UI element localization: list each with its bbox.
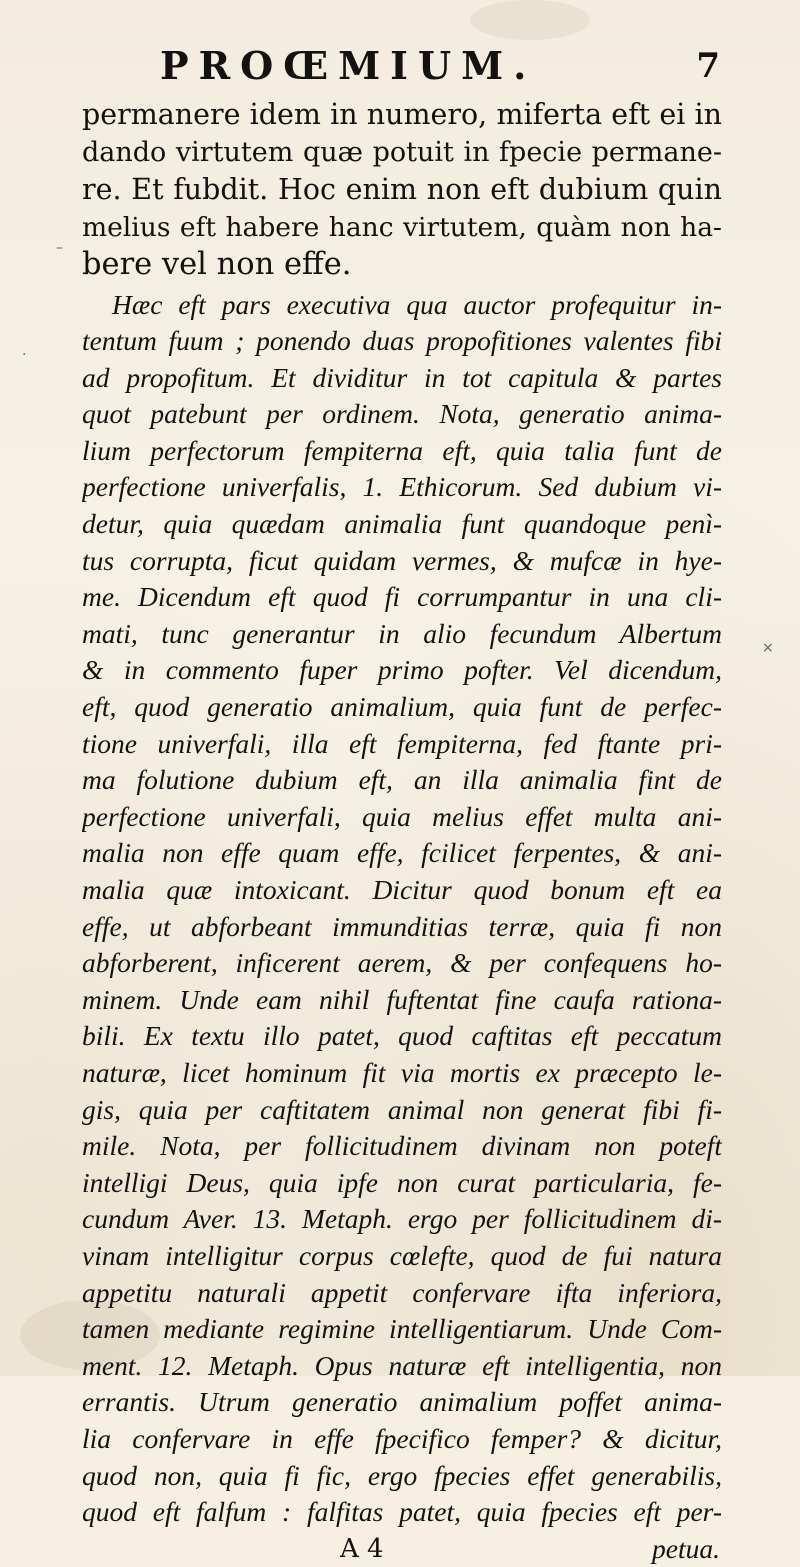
signature-line <box>82 1531 722 1567</box>
text-line: minem. Unde eam nihil fuftentat fine caufa rationa- <box>82 982 722 1019</box>
catchword: petua. <box>652 1531 722 1567</box>
text-line: tione univerfali, illa eft fempiterna, fed ftante pri- <box>82 726 722 763</box>
margin-mark: · <box>22 347 26 363</box>
text-line: dando virtutem quæ potuit in fpecie permane- <box>82 134 722 172</box>
text-line: effe, ut abforbeant immunditias terræ, quia fi non <box>82 909 722 946</box>
main-text <box>82 96 722 284</box>
text-line: me. Dicendum eft quod fi corrumpantur in una cli- <box>82 579 722 616</box>
text-line: Hæc eft pars executiva qua auctor profequitur in- <box>82 287 722 324</box>
text-line: ma folutione dubium eft, an illa animalia fint de <box>82 762 722 799</box>
text-line: bere vel non effe. <box>82 246 722 284</box>
margin-mark: × <box>762 640 774 656</box>
text-line: vinam intelligitur corpus cœlefte, quod de fui natura <box>82 1238 722 1275</box>
text-line: perfectione univerfalis, 1. Ethicorum. Sed dubium vi- <box>82 469 722 506</box>
text-line: lium perfectorum fempiterna eft, quia talia funt de <box>82 433 722 470</box>
text-line: malia quæ intoxicant. Dicitur quod bonum eft ea <box>82 872 722 909</box>
text-line: gis, quia per caftitatem animal non generat fibi fi- <box>82 1092 722 1129</box>
page-number: 7 <box>696 40 720 92</box>
text-line: quod non, quia fi fic, ergo fpecies effet generabilis, <box>82 1458 722 1495</box>
margin-mark: – <box>56 240 63 256</box>
text-line: naturæ, licet hominum fit via mortis ex præcepto le- <box>82 1055 722 1092</box>
text-line: errantis. Utrum generatio animalium poffet anima- <box>82 1384 722 1421</box>
text-line: abforberent, inficerent aerem, & per confequens ho- <box>82 945 722 982</box>
text-line: ment. 12. Metaph. Opus naturæ eft intelligentia, non <box>82 1348 722 1385</box>
paper-stain <box>470 0 590 40</box>
text-line: mile. Nota, per follicitudinem divinam non poteft <box>82 1128 722 1165</box>
text-block <box>82 96 722 1567</box>
text-line: intelligi Deus, quia ipfe non curat particularia, fe- <box>82 1165 722 1202</box>
text-line: malia non effe quam effe, fcilicet ferpentes, & ani- <box>82 835 722 872</box>
text-line: eft, quod generatio animalium, quia funt de perfec- <box>82 689 722 726</box>
signature-mark: A 4 <box>82 1531 384 1567</box>
text-line: lia confervare in effe fpecifico femper? & dicitur, <box>82 1421 722 1458</box>
text-line: detur, quia quædam animalia funt quandoque penì- <box>82 506 722 543</box>
page-header <box>160 40 720 92</box>
text-line: quod eft falfum : falfitas patet, quia fpecies eft per- <box>82 1494 722 1531</box>
text-line: tentum fuum ; ponendo duas propofitiones valentes fibi <box>82 323 722 360</box>
text-line: re. Et fubdit. Hoc enim non eft dubium quin <box>82 171 722 209</box>
text-line: mati, tunc generantur in alio fecundum Albertum <box>82 616 722 653</box>
commentary-text <box>82 287 722 1567</box>
running-title: PROŒMIUM. <box>160 40 536 92</box>
text-line: permanere idem in numero, miferta eft ei in <box>82 96 722 134</box>
text-line: & in commento fuper primo pofter. Vel dicendum, <box>82 652 722 689</box>
text-line: tus corrupta, ficut quidam vermes, & mufcæ in hye- <box>82 543 722 580</box>
text-line: cundum Aver. 13. Metaph. ergo per follicitudinem di- <box>82 1201 722 1238</box>
text-line: appetitu naturali appetit confervare ifta inferiora, <box>82 1275 722 1312</box>
text-line: perfectione univerfali, quia melius effet multa ani- <box>82 799 722 836</box>
text-line: melius eft habere hanc virtutem, quàm non ha- <box>82 209 722 247</box>
text-line: ad propofitum. Et dividitur in tot capitula & partes <box>82 360 722 397</box>
text-line: quot patebunt per ordinem. Nota, generatio anima- <box>82 396 722 433</box>
text-line: tamen mediante regimine intelligentiarum. Unde Com- <box>82 1311 722 1348</box>
text-line: bili. Ex textu illo patet, quod caftitas eft peccatum <box>82 1018 722 1055</box>
